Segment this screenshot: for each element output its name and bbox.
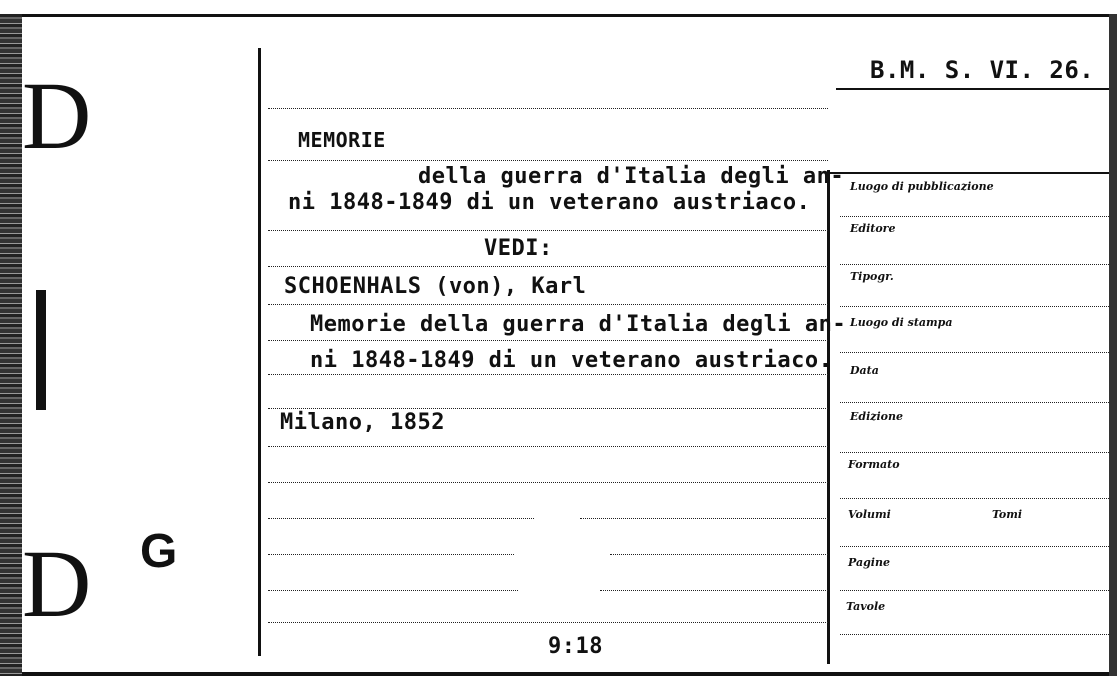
bottom-number: 9:18 xyxy=(548,634,603,659)
ruled-line xyxy=(268,374,828,375)
spine-mark xyxy=(36,290,46,410)
card-right-edge xyxy=(1109,14,1117,676)
call-number-rule xyxy=(836,88,1109,90)
field-rule xyxy=(840,590,1109,591)
field-rule xyxy=(840,546,1109,547)
ruled-line xyxy=(268,304,828,305)
ref-line-2: ni 1848-1849 di un veterano austriaco. xyxy=(310,348,833,373)
ruled-line xyxy=(268,622,828,623)
field-rule xyxy=(840,452,1109,453)
imprint: Milano, 1852 xyxy=(280,410,445,435)
ruled-line xyxy=(268,340,828,341)
field-data: Data xyxy=(850,364,879,377)
field-pagine: Pagine xyxy=(848,556,890,569)
field-rule xyxy=(840,216,1109,217)
side-letter-top: D xyxy=(22,62,92,169)
ruled-line xyxy=(610,554,828,555)
ruled-line xyxy=(268,446,828,447)
field-rule xyxy=(840,634,1109,635)
field-editore: Editore xyxy=(850,222,896,235)
ruled-line xyxy=(268,482,828,483)
field-tavole: Tavole xyxy=(846,600,886,613)
see-label: VEDI: xyxy=(484,236,553,261)
ruled-line xyxy=(268,408,828,409)
author: SCHOENHALS (von), Karl xyxy=(284,274,587,299)
card-top-edge xyxy=(0,14,1117,17)
ruled-line xyxy=(268,230,828,231)
ruled-line xyxy=(268,160,828,161)
ruled-line xyxy=(268,266,828,267)
ruled-line xyxy=(600,590,828,591)
call-number: B.M. S. VI. 26. xyxy=(870,56,1095,84)
ref-line-1: Memorie della guerra d'Italia degli an- xyxy=(310,312,847,337)
field-luogo-pubblicazione: Luogo di pubblicazione xyxy=(850,180,994,193)
heading: MEMORIE xyxy=(298,128,386,152)
card-bottom-edge xyxy=(0,672,1117,676)
field-luogo-stampa: Luogo di stampa xyxy=(850,316,953,329)
title-line-1: della guerra d'Italia degli an- xyxy=(418,164,845,189)
ruled-line xyxy=(268,518,534,519)
field-rule xyxy=(840,352,1109,353)
side-letter-bottom: D xyxy=(22,530,92,637)
ruled-line xyxy=(268,590,518,591)
side-letter-g: G xyxy=(140,525,178,578)
ruled-line xyxy=(268,108,828,109)
field-rule xyxy=(840,498,1109,499)
field-tomi: Tomi xyxy=(992,508,1023,521)
fields-top-rule xyxy=(830,172,1109,174)
field-tipogr: Tipogr. xyxy=(850,270,894,283)
field-rule xyxy=(840,264,1109,265)
ruled-line xyxy=(580,518,828,519)
field-edizione: Edizione xyxy=(850,410,904,423)
left-margin-rule xyxy=(258,48,261,656)
field-volumi: Volumi xyxy=(848,508,891,521)
title-line-2: ni 1848-1849 di un veterano austriaco. xyxy=(288,190,811,215)
field-rule xyxy=(840,306,1109,307)
ruled-line xyxy=(268,554,514,555)
card-left-edge xyxy=(0,14,22,676)
field-rule xyxy=(840,402,1109,403)
field-formato: Formato xyxy=(848,458,900,471)
